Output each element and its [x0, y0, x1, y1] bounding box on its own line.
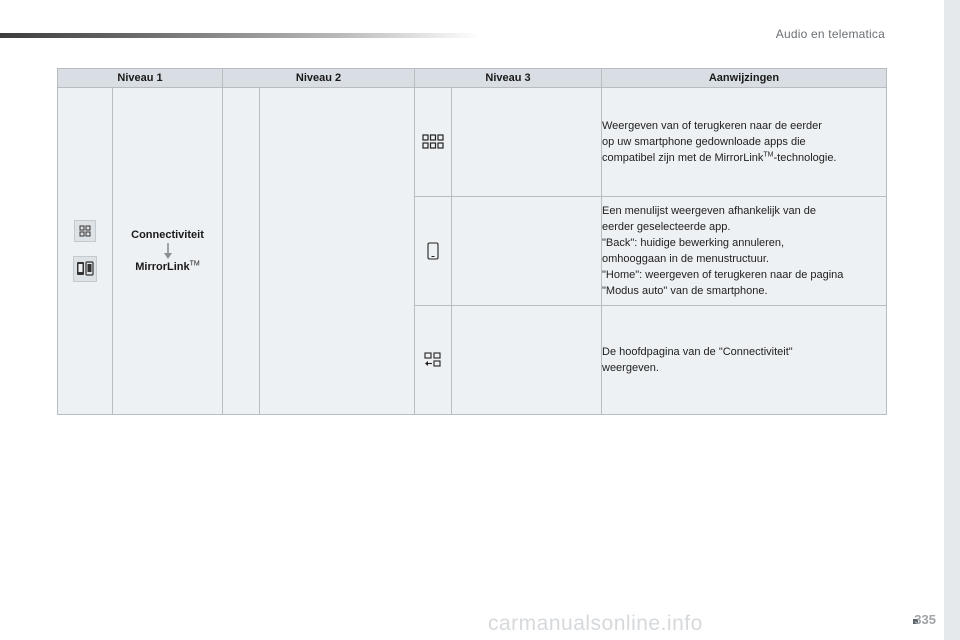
level3-label-cell	[452, 306, 602, 415]
mirrorlink-label: MirrorLink™	[135, 260, 200, 273]
arrow-down-icon	[162, 243, 174, 261]
connectivity-icon	[74, 220, 96, 242]
header-niveau-2: Niveau 2	[223, 69, 415, 88]
description-line: "Modus auto" van de smartphone.	[602, 285, 768, 297]
header-niveau-1: Niveau 1	[58, 69, 223, 88]
settings-table	[57, 68, 887, 415]
level3-icon-cell	[415, 197, 452, 306]
page-number: 335	[914, 612, 936, 627]
description-cell	[602, 197, 887, 306]
level3-icon-cell	[415, 306, 452, 415]
watermark: carmanualsonline.info	[488, 612, 703, 635]
description-line: eerder geselecteerde app.	[602, 221, 731, 233]
description-line: weergeven.	[602, 362, 659, 374]
table-row	[58, 88, 887, 197]
level3-label-cell	[452, 88, 602, 197]
section-title: Audio en telematica	[775, 27, 885, 41]
table-header-row	[58, 69, 887, 88]
description-line: op uw smartphone gedownloade apps die	[602, 136, 806, 148]
description-cell	[602, 306, 887, 415]
connectivity-label: Connectiviteit	[131, 229, 204, 241]
smartphone-icon	[427, 242, 439, 260]
description-line: "Home": weergeven of terugkeren naar de pagina	[602, 269, 844, 281]
description-cell	[602, 88, 887, 197]
level3-icon-cell	[415, 88, 452, 197]
header-aanwijzingen: Aanwijzingen	[602, 69, 887, 88]
page-edge-strip	[944, 0, 960, 640]
level1-icon-cell	[58, 88, 113, 415]
apps-grid-icon	[422, 134, 444, 150]
level3-label-cell	[452, 197, 602, 306]
description-line: compatibel zijn met de MirrorLink™-technologie.	[602, 151, 837, 164]
description-line: De hoofdpagina van de "Connectiviteit"	[602, 346, 793, 358]
description-line: omhooggaan in de menustructuur.	[602, 253, 769, 265]
description-line: Een menulijst weergeven afhankelijk van de	[602, 205, 817, 217]
level2-icon-cell	[223, 88, 260, 415]
description-line: Weergeven van of terugkeren naar de eerder	[602, 120, 822, 132]
back-to-home-icon	[424, 352, 442, 368]
header-gradient-bar	[0, 33, 480, 38]
mirrorlink-icon	[73, 256, 97, 282]
header-niveau-3: Niveau 3	[415, 69, 602, 88]
level2-label-cell	[260, 88, 415, 415]
level1-label-cell	[113, 88, 223, 415]
description-line: "Back": huidige bewerking annuleren,	[602, 237, 785, 249]
